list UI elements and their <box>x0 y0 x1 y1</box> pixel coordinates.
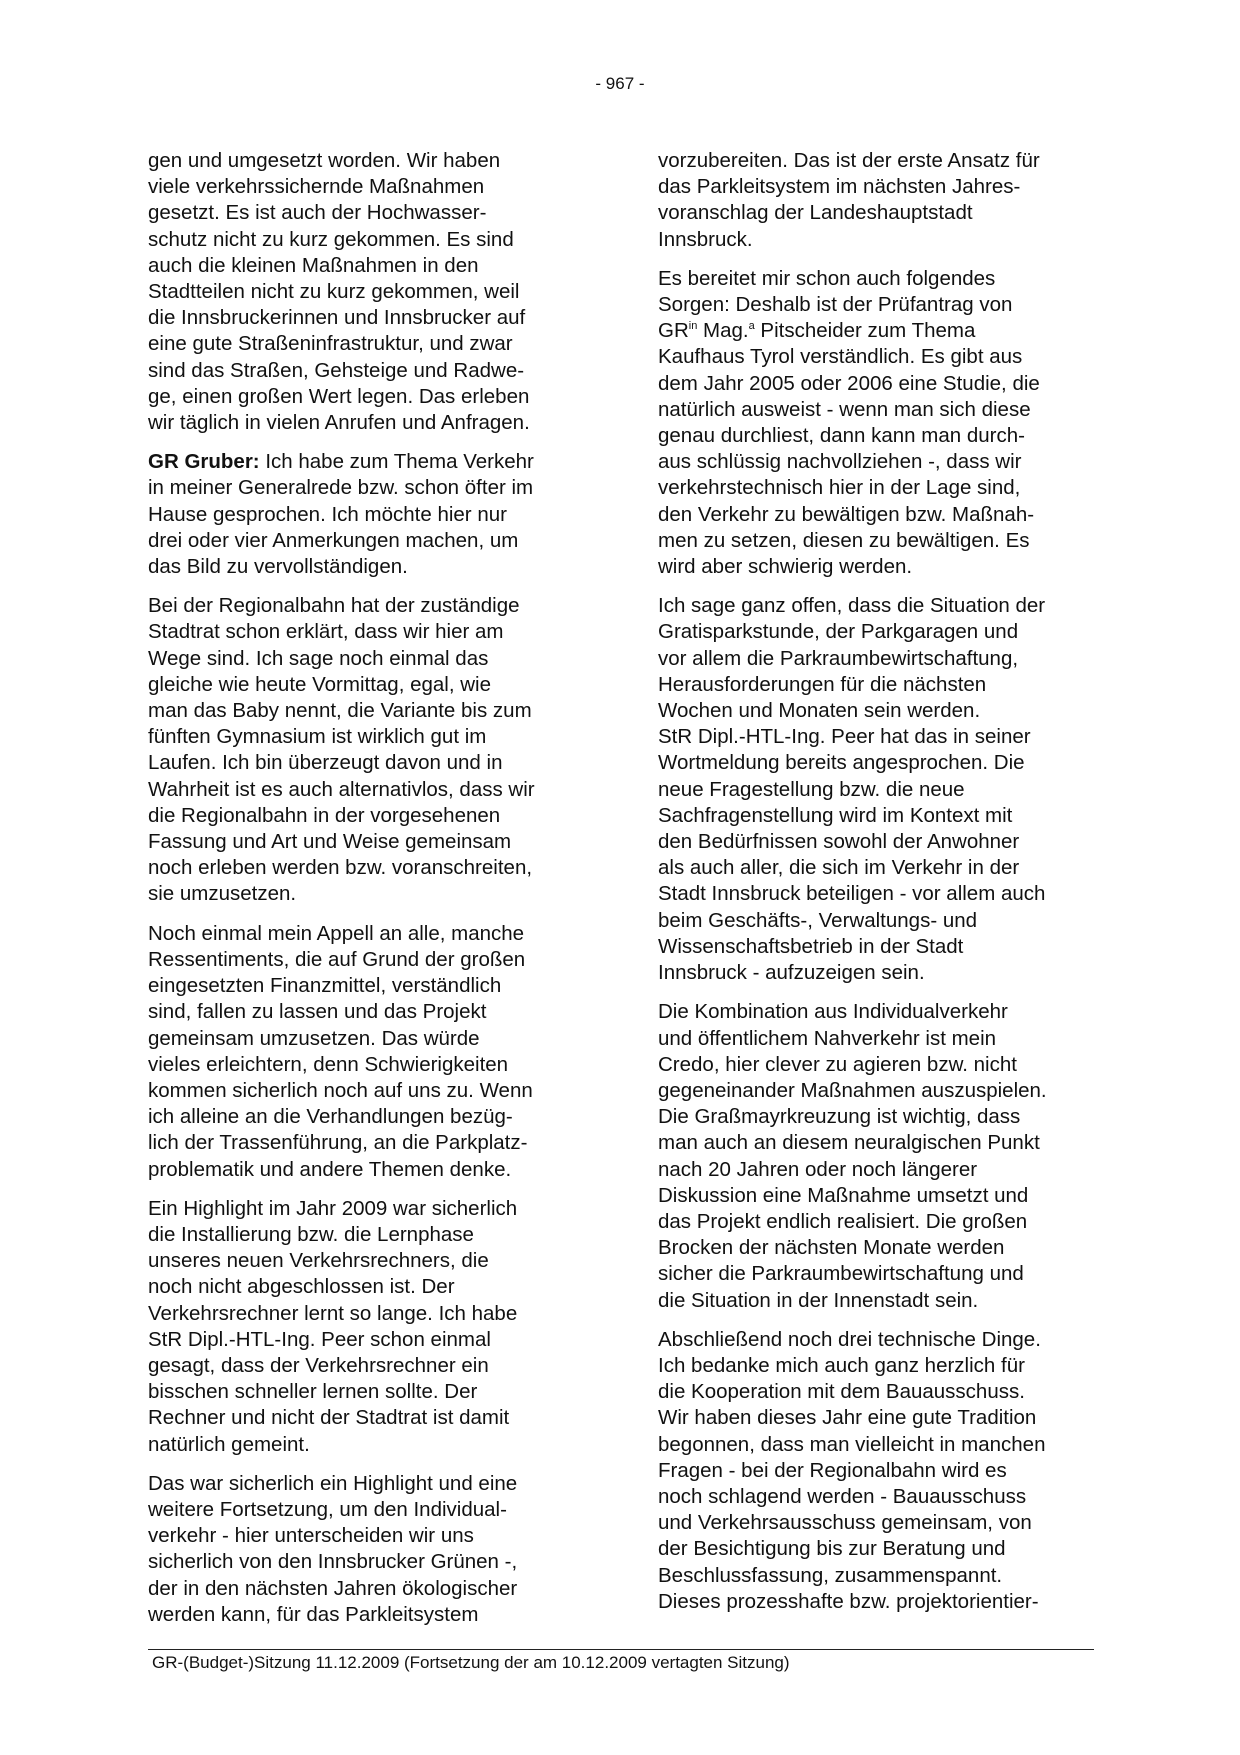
speaker-name: GR Gruber: <box>148 450 260 474</box>
paragraph: Das war sicherlich ein Highlight und eine weitere Fortsetzung, um den Individual- verkehr - hier unterscheiden wir uns sicherlich von den Innsbrucker Grünen -, der in den nächsten Jahren ökologischer werden kann, für das Parkleitsystem <box>148 1471 518 1626</box>
paragraph: Abschließend noch drei technische Dinge. Ich bedanke mich auch ganz herzlich für die Kooperation mit dem Bauausschuss. Wir haben dieses Jahr eine gute Tradition begonnen, dass man vielleicht in manchen Fragen - bei der Regionalbahn wird es noch schlagend werden - Bauausschuss und Verkehrsausschuss gemeinsam, von der Besichtigung bis zur Beratung und Beschlussfassung, zusammenspannt. Dieses prozesshafte bzw. projektorientier- <box>658 1327 1046 1613</box>
paragraph: Ich sage ganz offen, dass die Situation der Gratisparkstunde, der Parkgaragen und vor allem die Parkraumbewirtschaftung, Herausforderungen für die nächsten Wochen und Monaten sein werden. StR Dipl.-HTL-Ing. Peer hat das in seiner Wortmeldung bereits angesprochen. Die neue Fragestellung bzw. die neue Sachfragenstellung wird im Kontext mit den Bedürfnissen sowohl der Anwohner als auch aller, die sich im Verkehr in der Stadt Innsbruck beteiligen - vor allem auch beim Geschäfts-, Verwaltungs- und Wissenschaftsbetrieb in der Stadt Innsbruck - aufzuzeigen sein. <box>658 594 1046 985</box>
superscript: a <box>748 320 755 333</box>
paragraph: Noch einmal mein Appell an alle, manche Ressentiments, die auf Grund der großen eingesetzten Finanzmittel, verständlich sind, fallen zu lassen und das Projekt gemeinsam umzusetzen. Das würde vieles erleichtern, denn Schwierigkeiten kommen sicherlich noch auf uns zu. Wenn ich alleine an die Verhandlungen bezüg- lich der Trassenführung, an die Parkplatz- problematik und andere Themen denke. <box>148 921 533 1181</box>
paragraph: vorzubereiten. Das ist der erste Ansatz für das Parkleitsystem im nächsten Jahres- voranschlag der Landeshauptstadt Innsbruck. <box>658 149 1040 251</box>
paragraph: gen und umgesetzt worden. Wir haben viele verkehrssichernde Maßnahmen gesetzt. Es ist auch der Hochwasser- schutz nicht zu kurz gekommen. Es sind auch die kleinen Maßnahmen in den Stadtteilen nicht zu kurz gekommen, weil die Innsbruckerinnen und Innsbrucker auf eine gute Straßeninfrastruktur, und zwar sind das Straßen, Gehsteige und Radwe- ge, einen großen Wert legen. Das erleben wir täglich in vielen Anrufen und Anfragen. <box>148 149 530 435</box>
footer-divider <box>148 1649 1094 1650</box>
paragraph-pitscheider <box>658 266 1106 580</box>
right-column <box>658 148 1106 1628</box>
paragraph-speaker-gruber <box>148 449 596 580</box>
speech-text: Ich habe zum Thema Verkehr in meiner Generalrede bzw. schon öfter im Hause gesprochen. Ich möchte hier nur drei oder vier Anmerkungen machen, um das Bild zu vervollständigen. <box>148 450 534 579</box>
footer-text: GR-(Budget-)Sitzung 11.12.2009 (Fortsetzung der am 10.12.2009 vertagten Sitzung) <box>152 1653 790 1672</box>
text-segment: Pitscheider zum Thema Kaufhaus Tyrol verständlich. Es gibt aus dem Jahr 2005 oder 2006 eine Studie, die natürlich ausweist - wenn man sich diese genau durchliest, dann kann man durch- aus schlüssig nachvollziehen -, dass wir verkehrstechnisch hier in der Lage sind, den Verkehr zu bewältigen bzw. Maßnah- men zu setzen, diesen zu bewältigen. Es wird aber schwierig werden. <box>658 319 1040 579</box>
page-number: - 967 - <box>595 74 645 93</box>
paragraph: Bei der Regionalbahn hat der zuständige Stadtrat schon erklärt, dass wir hier am Wege sind. Ich sage noch einmal das gleiche wie heute Vormittag, egal, wie man das Baby nennt, die Variante bis zum fünften Gymnasium ist wirklich gut im Laufen. Ich bin überzeugt davon und in Wahrheit ist es auch alternativlos, dass wir die Regionalbahn in der vorgesehenen Fassung und Art und Weise gemeinsam noch erleben werden bzw. voranschreiten, sie umzusetzen. <box>148 594 535 906</box>
text-segment: Mag. <box>697 319 749 343</box>
paragraph: Die Kombination aus Individualverkehr und öffentlichem Nahverkehr ist mein Credo, hier clever zu agieren bzw. nicht gegeneinander Maßnahmen auszuspielen. Die Graßmayrkreuzung ist wichtig, dass man auch an diesem neuralgischen Punkt nach 20 Jahren oder noch längerer Diskussion eine Maßnahme umsetzt und das Projekt endlich realisiert. Die großen Brocken der nächsten Monate werden sicher die Parkraumbewirtschaftung und die Situation in der Innenstadt sein. <box>658 1000 1047 1312</box>
left-column <box>148 148 596 1641</box>
superscript: in <box>688 320 698 333</box>
text-segment: Es bereitet mir schon auch folgendes Sorgen: Deshalb ist der Prüfantrag von GR <box>658 266 1013 343</box>
paragraph: Ein Highlight im Jahr 2009 war sicherlich die Installierung bzw. die Lernphase unseres neuen Verkehrsrechners, die noch nicht abgeschlossen ist. Der Verkehrsrechner lernt so lange. Ich habe StR Dipl.-HTL-Ing. Peer schon einmal gesagt, dass der Verkehrsrechner ein bisschen schneller lernen sollte. Der Rechner und nicht der Stadtrat ist damit natürlich gemeint. <box>148 1196 518 1456</box>
